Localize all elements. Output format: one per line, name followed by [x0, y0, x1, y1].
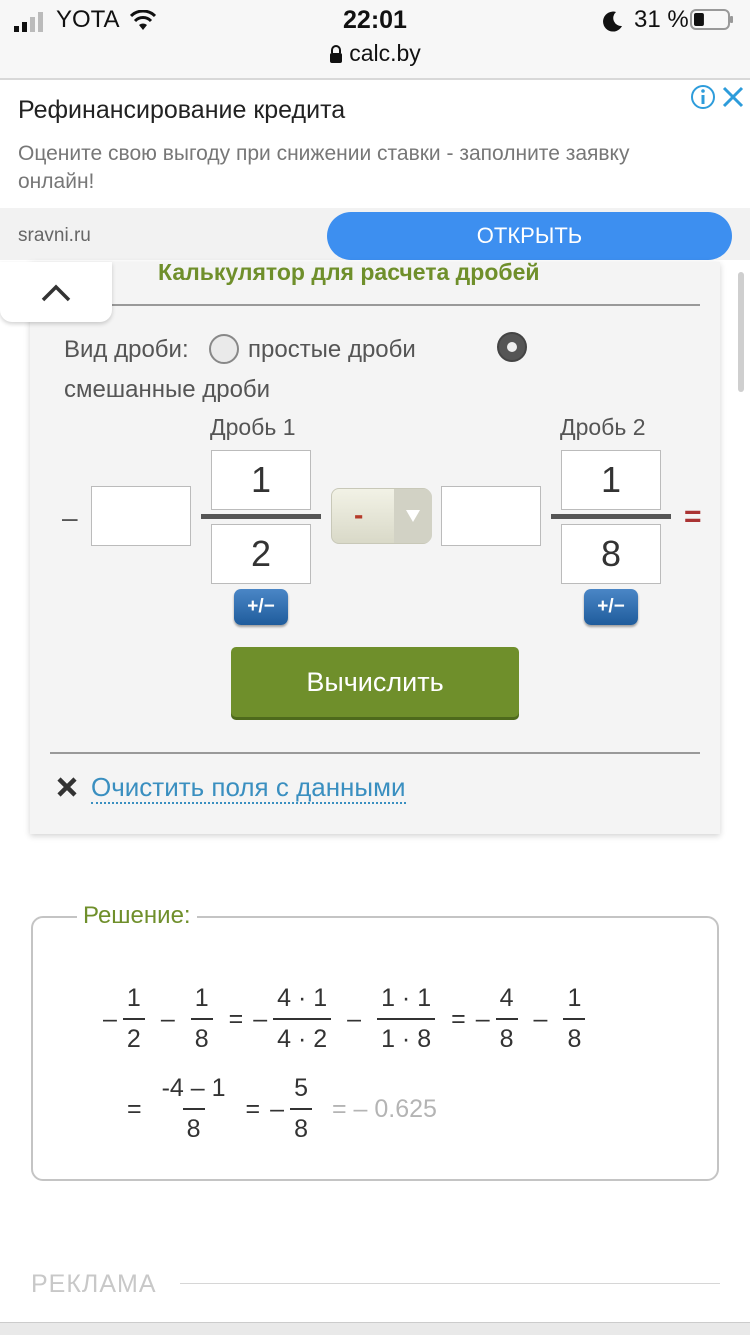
divider: [50, 752, 700, 754]
radio-mixed-fractions[interactable]: [497, 332, 527, 362]
math-sign: –: [103, 1004, 117, 1033]
solution-panel: [31, 902, 719, 1181]
chevron-down-icon[interactable]: [394, 489, 432, 543]
solution-line-1: [103, 984, 591, 1054]
ad-text: Оцените свою выгоду при снижении ставки - заполните заявку онлайн!: [18, 142, 630, 193]
info-icon[interactable]: [690, 84, 716, 110]
math-fraction: [123, 984, 145, 1054]
numerator: 1: [126, 984, 141, 1012]
equals-sign: =: [684, 500, 702, 533]
fraction1-whole-input[interactable]: [91, 486, 191, 546]
fraction-type-label: Вид дроби:: [64, 336, 189, 363]
math-fraction: [158, 1074, 230, 1144]
fraction2-whole-input[interactable]: [441, 486, 541, 546]
fraction1-numerator-input[interactable]: 1: [211, 450, 311, 510]
math-fraction: [290, 1074, 312, 1144]
chevron-up-icon: [40, 284, 72, 302]
math-equals: =: [127, 1094, 142, 1123]
option-simple-label[interactable]: простые дроби: [248, 336, 416, 363]
close-icon[interactable]: [56, 776, 78, 798]
math-fraction: [496, 984, 518, 1054]
fraction1-label: Дробь 1: [210, 414, 296, 440]
scrollbar[interactable]: [738, 272, 744, 392]
denominator: 8: [496, 1018, 518, 1054]
ad-footer: [0, 208, 750, 260]
calculator-card: [30, 262, 720, 834]
math-sign: –: [475, 1004, 490, 1033]
bottom-ad-strip: [0, 1322, 750, 1335]
carrier-name: YOTA: [56, 6, 120, 33]
numerator: 1 · 1: [381, 984, 432, 1012]
math-equals: =: [245, 1094, 261, 1123]
numerator: 5: [294, 1074, 308, 1102]
denominator: 8: [183, 1108, 205, 1144]
solution-line-2: [117, 1074, 437, 1144]
denominator: 8: [191, 1018, 213, 1054]
fraction1-sign-toggle-button[interactable]: +/−: [234, 589, 288, 625]
denominator: 8: [563, 1018, 585, 1054]
decimal-result: = – 0.625: [331, 1094, 437, 1123]
numerator: 1: [567, 984, 582, 1012]
fraction2-sign-toggle-button[interactable]: +/−: [584, 589, 638, 625]
ad-section-label: РЕКЛАМА: [31, 1270, 157, 1298]
math-fraction: [273, 984, 331, 1054]
numerator: 1: [194, 984, 209, 1012]
close-icon[interactable]: [720, 84, 746, 110]
fraction2-bar: [551, 514, 671, 519]
url-text: calc.by: [349, 40, 421, 66]
battery-percent: 31 %: [634, 6, 689, 33]
operator-value: -: [354, 499, 364, 530]
collapse-button[interactable]: [0, 262, 112, 322]
math-operator: –: [533, 1004, 548, 1033]
denominator: 8: [290, 1108, 312, 1144]
divider: [180, 1283, 720, 1284]
math-operator: –: [160, 1004, 175, 1033]
math-fraction: [563, 984, 585, 1054]
radio-simple-fractions[interactable]: [209, 334, 239, 364]
calculator-title: Калькулятор для расчета дробей: [158, 262, 540, 285]
moon-icon: [602, 10, 624, 32]
ad-title[interactable]: Рефинансирование кредита: [18, 96, 346, 124]
fraction1-denominator-input[interactable]: 2: [211, 524, 311, 584]
math-fraction: [191, 984, 213, 1054]
math-sign: –: [270, 1094, 285, 1123]
math-equals: =: [228, 1004, 244, 1033]
numerator: 4: [499, 984, 514, 1012]
ad-banner[interactable]: [0, 80, 750, 260]
clear-fields-link[interactable]: Очистить поля с данными: [91, 772, 406, 802]
numerator: -4 – 1: [161, 1074, 226, 1102]
fraction2-numerator-input[interactable]: 1: [561, 450, 661, 510]
fraction2-denominator-input[interactable]: 8: [561, 524, 661, 584]
denominator: 1 · 8: [377, 1018, 435, 1054]
battery-icon: [690, 9, 734, 30]
lock-icon: [329, 45, 343, 63]
math-fraction: [377, 984, 435, 1054]
math-equals: =: [451, 1004, 466, 1033]
math-sign: –: [253, 1004, 268, 1033]
open-button[interactable]: ОТКРЫТЬ: [327, 212, 732, 260]
ad-source: sravni.ru: [18, 225, 91, 246]
divider: [108, 304, 700, 306]
solution-title: Решение:: [77, 902, 197, 930]
denominator: 2: [123, 1018, 145, 1054]
calculate-button[interactable]: Вычислить: [231, 647, 519, 717]
option-mixed-label[interactable]: смешанные дроби: [64, 376, 271, 403]
clock: 22:01: [343, 6, 407, 34]
operator-select[interactable]: [331, 488, 431, 544]
denominator: 4 · 2: [273, 1018, 331, 1054]
status-bar: [0, 0, 750, 80]
fraction1-bar: [201, 514, 321, 519]
numerator: 4 · 1: [277, 984, 328, 1012]
fraction2-label: Дробь 2: [560, 414, 646, 440]
math-operator: –: [347, 1004, 362, 1033]
leading-sign: –: [62, 502, 78, 533]
address-bar[interactable]: [0, 40, 750, 67]
